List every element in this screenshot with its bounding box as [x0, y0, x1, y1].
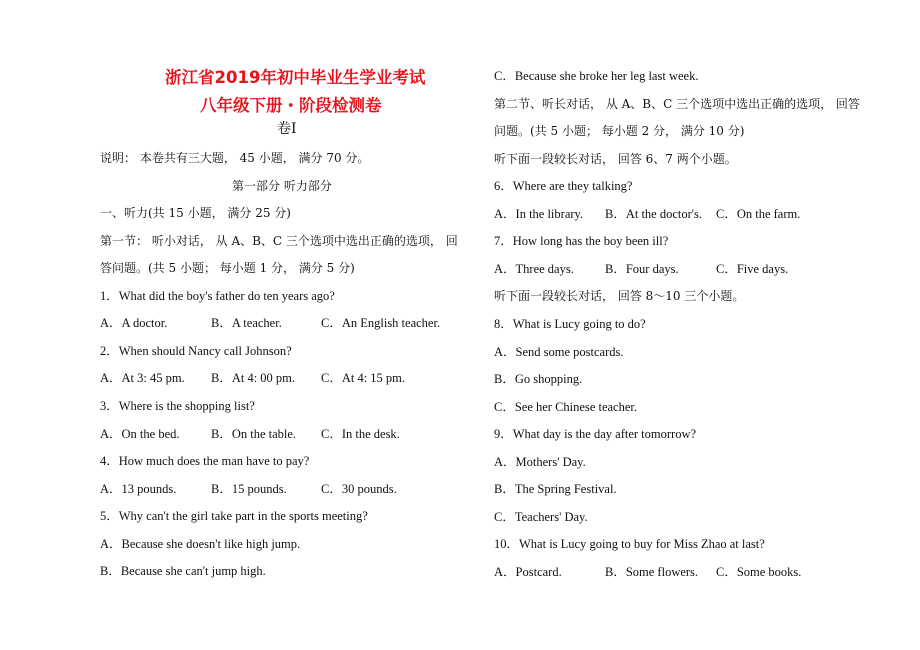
text-line: 一、听力(共 15 小题， 满分 25 分) [100, 206, 291, 221]
text-line: 3．Where is the shopping list? [100, 398, 255, 413]
answer-option: A．Three days. [494, 261, 574, 276]
text-line: C．See her Chinese teacher. [494, 399, 638, 414]
volume-label: 卷Ⅰ [277, 121, 297, 137]
text-line: 1．What did the boy's father do ten years ago? [100, 288, 335, 303]
answer-option: C．On the farm. [716, 206, 801, 221]
text-line: B．The Spring Festival. [494, 482, 617, 497]
answer-option: C．30 pounds. [321, 481, 397, 496]
answer-option: C．An English teacher. [321, 316, 441, 331]
answer-option: A．On the bed. [100, 426, 180, 441]
text-line: C．Because she broke her leg last week. [494, 69, 699, 83]
text-line: 7．How long has the boy been ill? [494, 234, 669, 249]
answer-option: B．15 pounds. [211, 481, 287, 496]
answer-option: C．Some books. [716, 564, 802, 579]
text-line: 问题。(共 5 小题； 每小题 2 分， 满分 10 分) [494, 124, 745, 139]
answer-option: A．Postcard. [494, 564, 562, 579]
text-line: B．Go shopping. [494, 372, 583, 387]
text-line: A．Mothers' Day. [494, 454, 586, 469]
text-line: 第二节、听长对话， 从 A、B、C 三个选项中选出正确的选项， 回答 [494, 96, 860, 111]
answer-option: A．13 pounds. [100, 481, 177, 496]
answer-option: B．On the table. [211, 426, 297, 441]
text-line: 5．Why can't the girl take part in the sports meeting? [100, 509, 368, 524]
text-line: 6．Where are they talking? [494, 179, 633, 194]
answer-option: C．Five days. [716, 261, 789, 276]
text-line: 听下面一段较长对话， 回答 6、7 两个小题。 [494, 151, 737, 166]
answer-option: A．At 3: 45 pm. [100, 371, 185, 386]
text-line: A．Send some postcards. [494, 344, 624, 359]
answer-option: B．At the doctor's. [605, 206, 703, 221]
exam-subtitle: 八年级下册・阶段检测卷 [200, 96, 382, 115]
answer-option: B．Four days. [605, 261, 679, 276]
answer-option: C．At 4: 15 pm. [321, 371, 406, 386]
text-line: 8．What is Lucy going to do? [494, 316, 646, 331]
answer-option: C．In the desk. [321, 426, 400, 441]
text-line: A．Because she doesn't like high jump. [100, 536, 301, 551]
text-line: 10．What is Lucy going to buy for Miss Zhao at last? [494, 537, 765, 552]
text-line: 4．How much does the man have to pay? [100, 454, 310, 469]
text-line: 答问题。(共 5 小题； 每小题 1 分， 满分 5 分) [100, 261, 355, 276]
answer-option: A．In the library. [494, 206, 584, 221]
text-line: C．Teachers' Day. [494, 509, 588, 524]
text-line: 听下面一段较长对话， 回答 8～10 三个小题。 [494, 289, 745, 304]
exam-title: 浙江省2019年初中毕业生学业考试 [165, 68, 426, 87]
answer-option: B．A teacher. [211, 316, 282, 331]
text-line: 2．When should Nancy call Johnson? [100, 343, 292, 358]
text-line: 说明： 本卷共有三大题， 45 小题， 满分 70 分。 [100, 151, 370, 165]
answer-option: A．A doctor. [100, 316, 168, 331]
text-line: B．Because she can't jump high. [100, 564, 266, 579]
answer-option: B．Some flowers. [605, 564, 699, 579]
text-line: 第一部分 听力部分 [232, 178, 332, 193]
text-line: 第一节： 听小对话， 从 A、B、C 三个选项中选出正确的选项， 回 [100, 233, 458, 248]
text-line: 9．What day is the day after tomorrow? [494, 427, 697, 442]
answer-option: B．At 4: 00 pm. [211, 371, 296, 386]
